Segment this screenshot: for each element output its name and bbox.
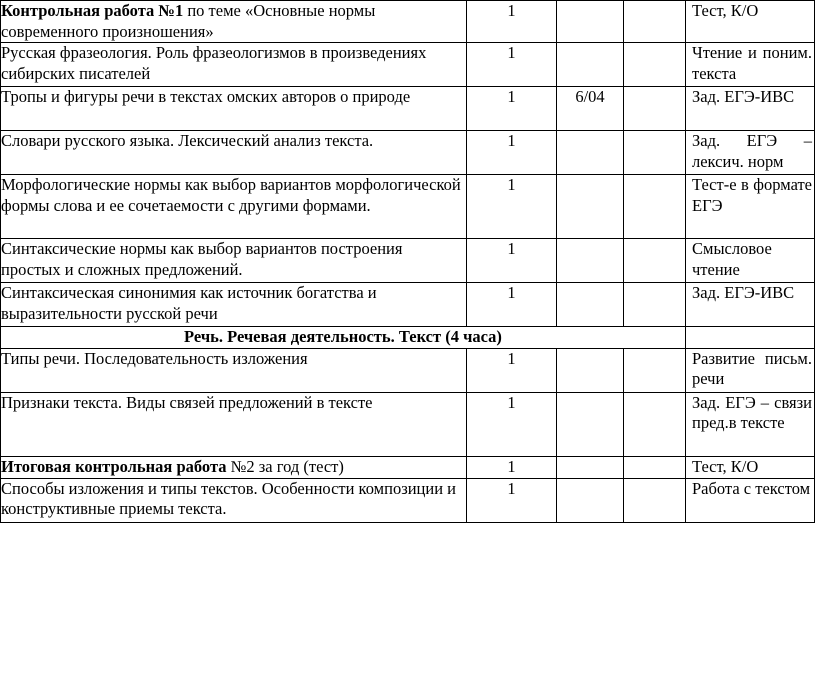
control-form-cell: Зад. ЕГЭ-ИВС xyxy=(686,283,815,327)
topic-cell: Синтаксические нормы как выбор вариантов построения простых и сложных предложений. xyxy=(1,239,467,283)
table-row xyxy=(1,43,815,87)
control-form-cell: Зад. ЕГЭ – связи пред.в тексте xyxy=(686,392,815,456)
topic-cell: Способы изложения и типы текстов. Особенности композиции и конструктивные приемы текста. xyxy=(1,478,467,522)
date-plan-cell xyxy=(557,1,624,43)
date-fact-cell xyxy=(624,87,686,131)
table-row xyxy=(1,283,815,327)
hours-cell: 1 xyxy=(467,392,557,456)
date-plan-cell xyxy=(557,131,624,175)
date-plan-cell xyxy=(557,456,624,478)
date-plan-cell xyxy=(557,392,624,456)
date-fact-cell xyxy=(624,43,686,87)
table-row xyxy=(1,175,815,239)
date-fact-cell xyxy=(624,283,686,327)
table-row xyxy=(1,348,815,392)
table-row xyxy=(1,392,815,456)
control-form-cell: Развитие письм. речи xyxy=(686,348,815,392)
topic-cell: Морфологические нормы как выбор вариантов морфологической формы слова и ее сочетаемости с другими формами. xyxy=(1,175,467,239)
table-row xyxy=(1,131,815,175)
hours-cell: 1 xyxy=(467,456,557,478)
hours-cell: 1 xyxy=(467,348,557,392)
empty-cell xyxy=(686,327,815,349)
date-fact-cell xyxy=(624,478,686,522)
control-form-cell: Тест, К/О xyxy=(686,1,815,43)
control-form-cell: Смысловое чтение xyxy=(686,239,815,283)
date-plan-cell xyxy=(557,348,624,392)
date-plan-cell xyxy=(557,175,624,239)
date-fact-cell xyxy=(624,175,686,239)
date-plan-cell xyxy=(557,239,624,283)
date-plan-cell: 6/04 xyxy=(557,87,624,131)
control-form-cell: Тест, К/О xyxy=(686,456,815,478)
section-title: Речь. Речевая деятельность. Текст (4 часа) xyxy=(1,327,686,349)
topic-cell: Признаки текста. Виды связей предложений в тексте xyxy=(1,392,467,456)
topic-cell: Тропы и фигуры речи в текстах омских авторов о природе xyxy=(1,87,467,131)
hours-cell: 1 xyxy=(467,131,557,175)
control-form-cell: Чтение и поним. текста xyxy=(686,43,815,87)
hours-cell: 1 xyxy=(467,239,557,283)
control-form-cell: Тест-е в формате ЕГЭ xyxy=(686,175,815,239)
control-form-cell: Работа с текстом xyxy=(686,478,815,522)
date-fact-cell xyxy=(624,392,686,456)
date-fact-cell xyxy=(624,239,686,283)
hours-cell: 1 xyxy=(467,283,557,327)
hours-cell: 1 xyxy=(467,1,557,43)
date-plan-cell xyxy=(557,283,624,327)
date-plan-cell xyxy=(557,43,624,87)
table-row xyxy=(1,1,815,43)
topic-cell: Типы речи. Последовательность изложения xyxy=(1,348,467,392)
hours-cell: 1 xyxy=(467,43,557,87)
date-fact-cell xyxy=(624,131,686,175)
date-fact-cell xyxy=(624,1,686,43)
date-fact-cell xyxy=(624,348,686,392)
hours-cell: 1 xyxy=(467,175,557,239)
hours-cell: 1 xyxy=(467,478,557,522)
section-row xyxy=(1,327,815,349)
table-row xyxy=(1,478,815,522)
topic-cell: Словари русского языка. Лексический анализ текста. xyxy=(1,131,467,175)
table-row xyxy=(1,456,815,478)
table-row xyxy=(1,239,815,283)
control-form-cell: Зад. ЕГЭ-ИВС xyxy=(686,87,815,131)
date-plan-cell xyxy=(557,478,624,522)
date-fact-cell xyxy=(624,456,686,478)
table-row xyxy=(1,87,815,131)
topic-cell: Русская фразеология. Роль фразеологизмов в произведениях сибирских писателей xyxy=(1,43,467,87)
topic-cell: Синтаксическая синонимия как источник богатства и выразительности русской речи xyxy=(1,283,467,327)
topic-cell: Итоговая контрольная работа №2 за год (тест) xyxy=(1,456,467,478)
control-form-cell: Зад. ЕГЭ – лексич. норм xyxy=(686,131,815,175)
hours-cell: 1 xyxy=(467,87,557,131)
topic-cell: Контрольная работа №1 по теме «Основные нормы современного произношения» xyxy=(1,1,467,43)
